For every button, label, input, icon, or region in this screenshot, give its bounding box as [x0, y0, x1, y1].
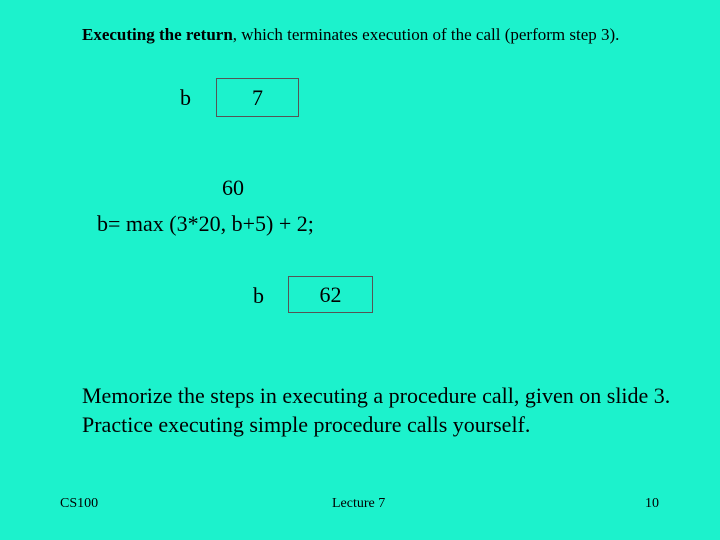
footer-page-number: 10 [645, 496, 659, 511]
intro-text [82, 22, 682, 47]
assignment-statement: b= max (3*20, b+5) + 2; [97, 211, 314, 236]
intro-bold-text: Executing the return [82, 25, 233, 44]
var-b-box-after: 62 [288, 276, 373, 313]
var-b-box-before: 7 [216, 78, 299, 117]
evaluated-value-annotation: 60 [222, 175, 244, 200]
var-b-label-before: b [180, 85, 191, 110]
intro-rest-text: , which terminates execution of the call (perform step 3). [232, 25, 620, 44]
memo-text: Memorize the steps in executing a procedure call, given on slide 3. Practice executing simple procedure calls yourself. [82, 383, 671, 437]
footer-lecture: Lecture 7 [332, 496, 386, 511]
var-b-label-after: b [253, 283, 264, 308]
footer-course: CS100 [60, 496, 99, 511]
